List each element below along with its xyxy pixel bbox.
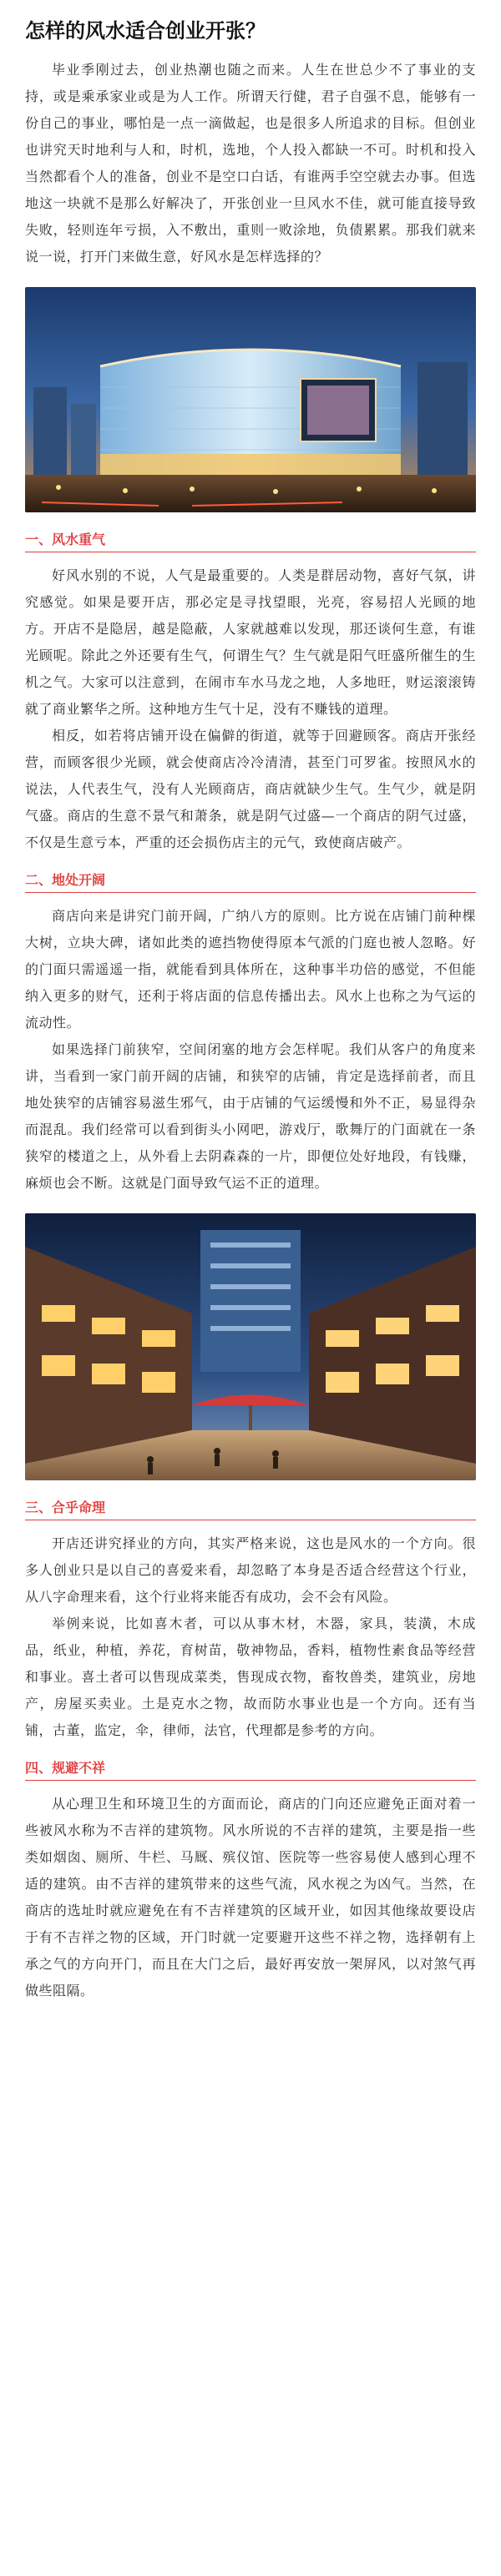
section-heading-4: 四、规避不祥: [25, 1757, 476, 1781]
intro-paragraph: 毕业季刚过去，创业热潮也随之而来。人生在世总少不了事业的支持，或是乘承家业或是为人工作。所谓天行健，君子自强不息，能够有一份自己的事业，哪怕是一点一滴做起，也是很多人所追求的目标。但创业也讲究天时地利与人和，时机，选地，个人投入都缺一不可。时机和投入当然都看个人的准备，创业不是空口白话，有谁两手空空就去办事。但选地这一块就不是那么好解决了，开张创业一旦风水不佳，就可能直接导致失败，轻则连年亏损，入不敷出，重则一败涂地，负债累累。那我们就来说一说，打开门来做生意，好风水是怎样选择的？: [25, 62, 476, 265]
section-4-paragraph-1: 从心理卫生和环境卫生的方面而论，商店的门向还应避免正面对着一些被风水称为不吉祥的建筑物。风水所说的不吉祥的建筑，主要是指一些类如烟囱、厕所、牛栏、马厩、殡仪馆、医院等一些容易使人感到心理不适的建筑。由不吉祥的建筑带来的这些气流，风水视之为凶气。当然，在商店的选址时就应避免在有不吉祥建筑的区域开业，如因其他缘故要设店于有不吉祥之物的区域，开门时就一定要避开这些不祥之物，选择朝有上承之气的方向开门，而且在大门之后，最好再安放一架屏风，以对煞气再做些阻隔。: [25, 1796, 476, 1999]
section-2-paragraph-1: 商店向来是讲究门前开阔，广纳八方的原则。比方说在店铺门前种棵大树，立块大碑，诸如此类的遮挡物使得原本气派的门庭也被人忽略。好的门面只需遥遥一指，就能看到具体所在，这种事半功倍的感觉，不但能纳入更多的财气，还利于将店面的信息传播出去。风水上也称之为气运的流动性。: [25, 908, 476, 1031]
article-title: 怎样的风水适合创业开张？: [25, 18, 266, 43]
shopping-street-photo: [25, 1213, 476, 1480]
section-1-paragraph-1: 好风水别的不说，人气是最重要的。人类是群居动物，喜好气氛，讲究感觉。如果是要开店，那必定是寻找望眼，光亮，容易招人光顾的地方。开店不是隐居，越是隐蔽，人家就越难以发现，那还谈何生意，有谁光顾呢。除此之外还要有生气，何谓生气？生气就是阳气旺盛所催生的生机之气。大家可以注意到，在闹市车水马龙之地，人多地旺，财运滚滚铸就了商业繁华之所。这种地方生气十足，没有不赚钱的道理。: [25, 567, 476, 717]
section-heading-1: 一、风水重气: [25, 529, 476, 552]
section-2-paragraph-2: 如果选择门前狭窄，空间闭塞的地方会怎样呢。我们从客户的角度来讲，当看到一家门前开阔的店铺，和狭窄的店铺，肯定是选择前者，而且地处狭窄的店铺容易滋生邪气，由于店铺的气运缓慢和外不正，易显得杂而混乱。我们经常可以看到街头小网吧，游戏厅，歌舞厅的门面就在一条狭窄的楼道之上，从外看上去阴森森的一片，即便位处好地段，有钱赚，麻烦也会不断。这就是门面导致气运不正的道理。: [25, 1041, 476, 1191]
section-heading-2: 二、地处开阔: [25, 870, 476, 893]
section-3-paragraph-2: 举例来说，比如喜木者，可以从事木材，木器，家具，装潢，木成品，纸业，种植，养花，育树苗，敬神物品，香料，植物性素食品等经营和事业。喜土者可以售现成菜类，售现成衣物，畜牧兽类，建筑业，房地产，房屋买卖业。土是克水之物，故而防水事业也是一个方向。还有当铺，古董，监定，伞，律师，法官，代理都是参考的方向。: [25, 1616, 476, 1738]
mall-night-photo: [25, 287, 476, 512]
section-1-paragraph-2: 相反，如若将店铺开设在偏僻的街道，就等于回避顾客。商店开张经营，而顾客很少光顾，就会使商店冷冷清清，甚至门可罗雀。按照风水的说法，人代表生气，没有人光顾商店，商店就缺少生气。生气少，就是阴气盛。商店的生意不景气和萧条，就是阴气过盛—一个商店的阴气过盛，不仅是生意亏本，严重的还会损伤店主的元气，致使商店破产。: [25, 728, 476, 850]
section-3-paragraph-1: 开店还讲究择业的方向，其实严格来说，这也是风水的一个方向。很多人创业只是以自己的喜爱来看，却忽略了本身是否适合经营这个行业，从八字命理来看，这个行业将来能否有成功，会不会有风险。: [25, 1535, 476, 1605]
section-heading-3: 三、合乎命理: [25, 1497, 476, 1520]
